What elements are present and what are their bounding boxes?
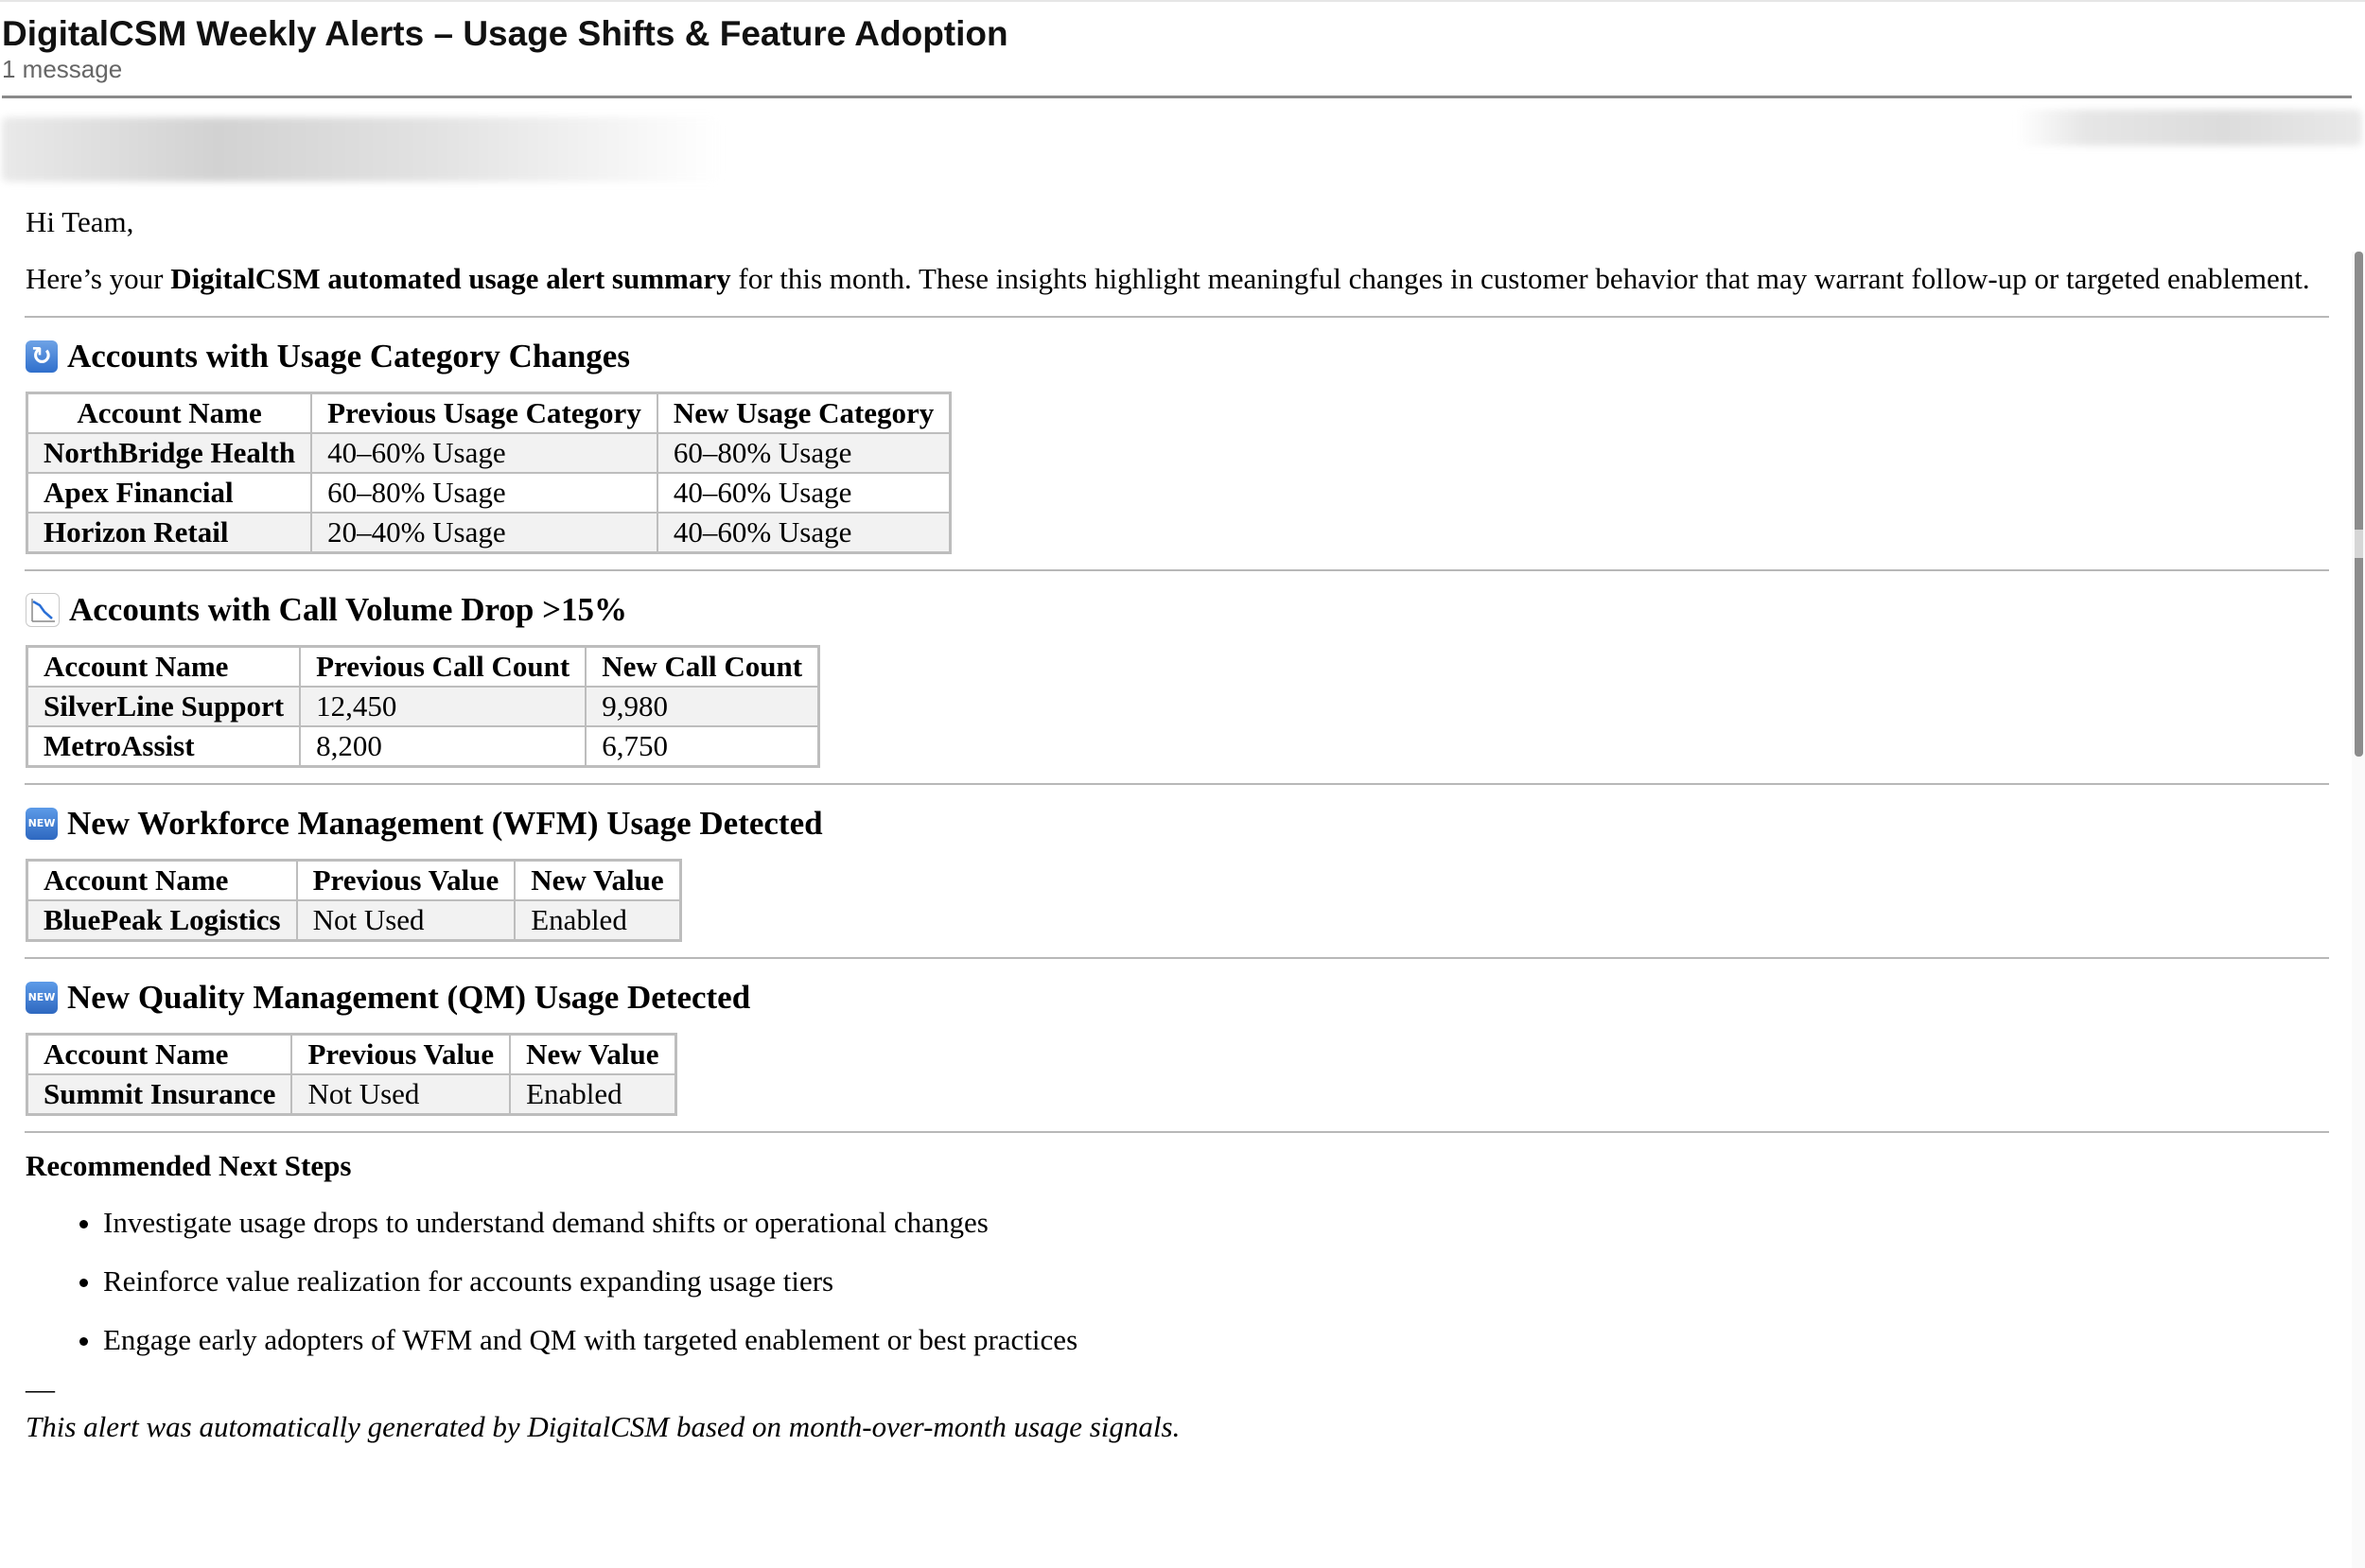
col-header: New Value bbox=[510, 1035, 675, 1075]
new-value-cell: 40–60% Usage bbox=[657, 513, 951, 553]
email-subject: DigitalCSM Weekly Alerts – Usage Shifts & Feature Adoption bbox=[2, 14, 1008, 53]
col-header: New Value bbox=[515, 861, 680, 901]
wfm-table bbox=[26, 859, 682, 942]
chart-decreasing-icon bbox=[26, 593, 60, 627]
call-volume-table bbox=[26, 645, 820, 768]
redacted-date bbox=[2017, 110, 2362, 146]
redacted-sender bbox=[2, 117, 721, 182]
greeting: Hi Team, bbox=[26, 205, 134, 238]
section-title-text: New Quality Management (QM) Usage Detected bbox=[67, 979, 751, 1016]
table-row bbox=[27, 473, 951, 513]
top-border bbox=[0, 0, 2365, 2]
footer-separator: — bbox=[26, 1372, 55, 1405]
account-name-cell: Apex Financial bbox=[27, 473, 312, 513]
new-value-cell: 6,750 bbox=[586, 726, 818, 767]
col-header: Previous Value bbox=[291, 1035, 510, 1075]
account-name-cell: Summit Insurance bbox=[27, 1074, 292, 1115]
next-steps-list bbox=[26, 1205, 2329, 1358]
divider bbox=[25, 1131, 2329, 1133]
list-item: • Reinforce value realization for accounts expanding usage tiers bbox=[103, 1263, 2329, 1299]
section-title-call-volume bbox=[26, 590, 2329, 630]
col-header: Account Name bbox=[27, 393, 312, 434]
previous-value-cell: 40–60% Usage bbox=[311, 433, 657, 473]
next-steps-title: Recommended Next Steps bbox=[26, 1149, 352, 1182]
table-row bbox=[27, 687, 819, 726]
qm-table bbox=[26, 1033, 677, 1116]
previous-value-cell: Not Used bbox=[297, 900, 516, 941]
scrollbar-marker bbox=[2355, 530, 2363, 558]
previous-value-cell: Not Used bbox=[291, 1074, 510, 1115]
account-name-cell: Horizon Retail bbox=[27, 513, 312, 553]
footer-note: This alert was automatically generated by DigitalCSM based on month-over-month usage signals. bbox=[26, 1410, 1181, 1443]
table-row bbox=[27, 726, 819, 767]
divider bbox=[25, 783, 2329, 785]
account-name-cell: BluePeak Logistics bbox=[27, 900, 297, 941]
scrollbar-thumb[interactable] bbox=[2355, 252, 2363, 757]
previous-value-cell: 8,200 bbox=[300, 726, 586, 767]
new-badge-icon: NEW bbox=[26, 808, 58, 840]
new-value-cell: Enabled bbox=[515, 900, 680, 941]
intro-bold: DigitalCSM automated usage alert summary bbox=[170, 262, 731, 295]
table-header-row bbox=[27, 393, 951, 434]
email-body bbox=[26, 200, 2329, 1445]
col-header: New Call Count bbox=[586, 647, 818, 688]
cycle-arrows-icon: ↻ bbox=[26, 340, 58, 373]
intro-suffix: for this month. These insights highlight meaningful changes in customer behavior that may warrant follow-up or targeted enablement. bbox=[730, 262, 2310, 295]
col-header: Previous Usage Category bbox=[311, 393, 657, 434]
intro-paragraph bbox=[26, 261, 2329, 297]
account-name-cell: MetroAssist bbox=[27, 726, 301, 767]
col-header: Account Name bbox=[27, 647, 301, 688]
account-name-cell: NorthBridge Health bbox=[27, 433, 312, 473]
col-header: New Usage Category bbox=[657, 393, 951, 434]
divider bbox=[25, 316, 2329, 318]
col-header: Previous Call Count bbox=[300, 647, 586, 688]
usage-category-table bbox=[26, 392, 952, 554]
divider bbox=[25, 569, 2329, 571]
new-value-cell: 40–60% Usage bbox=[657, 473, 951, 513]
list-item: • Investigate usage drops to understand demand shifts or operational changes bbox=[103, 1205, 2329, 1241]
table-row bbox=[27, 433, 951, 473]
col-header: Account Name bbox=[27, 861, 297, 901]
new-value-cell: 9,980 bbox=[586, 687, 818, 726]
previous-value-cell: 12,450 bbox=[300, 687, 586, 726]
table-row bbox=[27, 1074, 676, 1115]
header-divider bbox=[2, 96, 2352, 98]
section-title-wfm bbox=[26, 804, 2329, 844]
section-title-qm bbox=[26, 978, 2329, 1018]
section-title-text: Accounts with Usage Category Changes bbox=[67, 338, 630, 375]
section-title-text: Accounts with Call Volume Drop >15% bbox=[69, 591, 628, 628]
section-title-usage-category bbox=[26, 337, 2329, 376]
table-header-row bbox=[27, 861, 681, 901]
table-row bbox=[27, 900, 681, 941]
table-header-row bbox=[27, 647, 819, 688]
new-value-cell: Enabled bbox=[510, 1074, 675, 1115]
table-header-row bbox=[27, 1035, 676, 1075]
account-name-cell: SilverLine Support bbox=[27, 687, 301, 726]
intro-prefix: Here’s your bbox=[26, 262, 171, 295]
new-badge-icon: NEW bbox=[26, 982, 58, 1014]
divider bbox=[25, 957, 2329, 959]
previous-value-cell: 20–40% Usage bbox=[311, 513, 657, 553]
section-title-text: New Workforce Management (WFM) Usage Detected bbox=[67, 805, 823, 842]
list-item: • Engage early adopters of WFM and QM with targeted enablement or best practices bbox=[103, 1322, 2329, 1358]
message-count: 1 message bbox=[2, 55, 123, 83]
table-row bbox=[27, 513, 951, 553]
col-header: Previous Value bbox=[297, 861, 516, 901]
col-header: Account Name bbox=[27, 1035, 292, 1075]
previous-value-cell: 60–80% Usage bbox=[311, 473, 657, 513]
email-header bbox=[2, 9, 2348, 83]
new-value-cell: 60–80% Usage bbox=[657, 433, 951, 473]
